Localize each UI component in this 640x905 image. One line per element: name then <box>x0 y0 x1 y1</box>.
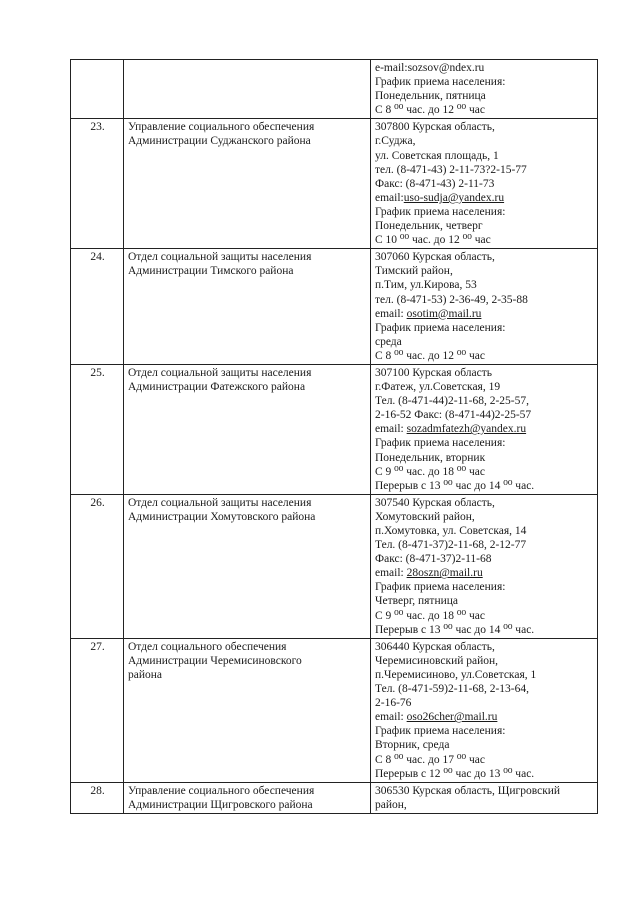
email-link[interactable]: 28oszn@mail.ru <box>406 567 483 580</box>
contact-line: Тимский район, <box>375 265 453 278</box>
email-label: email: <box>375 191 404 204</box>
contact-line: Понедельник, пятница <box>375 90 486 103</box>
organization-name-line: Администрации Тимского района <box>128 265 294 278</box>
email-line <box>375 566 594 580</box>
contact-cell <box>371 60 598 119</box>
contact-line: Вторник, среда <box>375 739 450 752</box>
contact-line: График приема населения: <box>375 581 506 594</box>
organization-cell <box>124 494 371 638</box>
email-link[interactable]: uso-sudja@yandex.ru <box>403 191 505 204</box>
table-row <box>71 782 598 813</box>
contact-line: Перерыв с 13 ⁰⁰ час до 14 ⁰⁰ час. <box>375 623 535 636</box>
contact-line: тел. (8-471-53) 2-36-49, 2-35-88 <box>375 293 528 306</box>
contact-line: Тел. (8-471-59)2-11-68, 2-13-64, <box>375 683 530 696</box>
organization-name-line: Администрации Хомутовского района <box>128 510 316 523</box>
organization-cell <box>124 364 371 494</box>
row-number: 27. <box>71 638 124 782</box>
row-number: 24. <box>71 249 124 365</box>
contact-line: С 9 ⁰⁰ час. до 18 ⁰⁰ час <box>375 465 485 478</box>
organization-name-line: Отдел социальной защиты населения <box>128 366 312 379</box>
contact-line: С 8 ⁰⁰ час. до 12 ⁰⁰ час <box>375 349 485 362</box>
contact-line: тел. (8-471-43) 2-11-73?2-15-77 <box>375 163 527 176</box>
row-number <box>71 60 124 119</box>
organization-cell <box>124 782 371 813</box>
contact-line: 306440 Курская область, <box>375 640 495 653</box>
contact-cell <box>371 782 598 813</box>
email-label: email: <box>375 307 407 320</box>
contact-line: ул. Советская площадь, 1 <box>375 149 499 162</box>
contact-line: График приема населения: <box>375 205 506 218</box>
contact-line: 2-16-52 Факс: (8-471-44)2-25-57 <box>375 409 532 422</box>
institutions-table <box>70 59 598 814</box>
email-link[interactable]: sozadmfatezh@yandex.ru <box>406 423 527 436</box>
contact-line: 307800 Курская область, <box>375 121 495 134</box>
email-label: email: <box>375 423 407 436</box>
contact-line: 2-16-76 <box>375 697 412 710</box>
contact-line: Хомутовский район, <box>375 510 475 523</box>
email-label: email: <box>375 711 407 724</box>
contact-line: г.Фатеж, ул.Советская, 19 <box>375 381 501 394</box>
contact-line: среда <box>375 335 402 348</box>
organization-cell <box>124 638 371 782</box>
contact-line: Четверг, пятница <box>375 595 459 608</box>
organization-name-line: Управление социального обеспечения <box>128 121 315 134</box>
contact-cell <box>371 638 598 782</box>
contact-line: С 8 ⁰⁰ час. до 12 ⁰⁰ час <box>375 104 485 117</box>
contact-line: Факс: (8-471-37)2-11-68 <box>375 553 492 566</box>
contact-line: п.Тим, ул.Кирова, 53 <box>375 279 477 292</box>
contact-line: График приема населения: <box>375 76 506 89</box>
contact-line: Понедельник, вторник <box>375 451 486 464</box>
contact-line: 307060 Курская область, <box>375 251 495 264</box>
email-line <box>375 307 594 321</box>
organization-name-line: Администрации Суджанского района <box>128 135 311 148</box>
contact-line: 307100 Курская область <box>375 366 492 379</box>
contact-line: п.Черемисиново, ул.Советская, 1 <box>375 668 537 681</box>
contact-line: г.Суджа, <box>375 135 416 148</box>
contact-line: 306530 Курская область, Щигровский <box>375 784 561 797</box>
contact-line: С 9 ⁰⁰ час. до 18 ⁰⁰ час <box>375 609 485 622</box>
contact-line: Перерыв с 12 ⁰⁰ час до 13 ⁰⁰ час. <box>375 767 535 780</box>
contact-line: Тел. (8-471-37)2-11-68, 2-12-77 <box>375 539 527 552</box>
contact-cell <box>371 494 598 638</box>
contact-line: С 8 ⁰⁰ час. до 17 ⁰⁰ час <box>375 753 485 766</box>
table-row <box>71 249 598 365</box>
table-row <box>71 119 598 249</box>
organization-name-line: Отдел социальной защиты населения <box>128 251 312 264</box>
row-number: 26. <box>71 494 124 638</box>
organization-cell <box>124 119 371 249</box>
contact-line: Факс: (8-471-43) 2-11-73 <box>375 177 495 190</box>
table-row <box>71 364 598 494</box>
email-line <box>375 422 594 436</box>
organization-name-line: района <box>128 668 163 681</box>
organization-name-line: Управление социального обеспечения <box>128 784 315 797</box>
table-row <box>71 494 598 638</box>
email-line <box>375 710 594 724</box>
contact-line: График приема населения: <box>375 321 506 334</box>
organization-cell <box>124 249 371 365</box>
contact-line: 307540 Курская область, <box>375 496 495 509</box>
contact-line: График приема населения: <box>375 725 506 738</box>
contact-line: Черемисиновский район, <box>375 654 499 667</box>
organization-name-line: Отдел социального обеспечения <box>128 640 287 653</box>
email-label: email: <box>375 567 407 580</box>
table-row <box>71 60 598 119</box>
organization-name-line: Отдел социальной защиты населения <box>128 496 312 509</box>
row-number: 25. <box>71 364 124 494</box>
email-link[interactable]: osotim@mail.ru <box>406 307 482 320</box>
contact-line: e-mail:sozsov@ndex.ru <box>375 62 485 74</box>
contact-line: С 10 ⁰⁰ час. до 12 ⁰⁰ час <box>375 234 491 247</box>
contact-cell <box>371 364 598 494</box>
email-line <box>375 191 594 205</box>
contact-cell <box>371 119 598 249</box>
organization-name-line: Администрации Фатежского района <box>128 381 306 394</box>
contact-line: Тел. (8-471-44)2-11-68, 2-25-57, <box>375 395 530 408</box>
contact-line: Понедельник, четверг <box>375 220 483 233</box>
contact-line: район, <box>375 798 407 811</box>
row-number: 28. <box>71 782 124 813</box>
table-row <box>71 638 598 782</box>
contact-line: Перерыв с 13 ⁰⁰ час до 14 ⁰⁰ час. <box>375 479 535 492</box>
contact-cell <box>371 249 598 365</box>
contact-line: График приема населения: <box>375 437 506 450</box>
organization-cell <box>124 60 371 119</box>
contact-line: п.Хомутовка, ул. Советская, 14 <box>375 525 527 537</box>
organization-name-line: Администрации Черемисиновского <box>128 654 302 667</box>
row-number: 23. <box>71 119 124 249</box>
email-link[interactable]: oso26cher@mail.ru <box>406 711 498 724</box>
organization-name-line: Администрации Щигровского района <box>128 798 313 811</box>
